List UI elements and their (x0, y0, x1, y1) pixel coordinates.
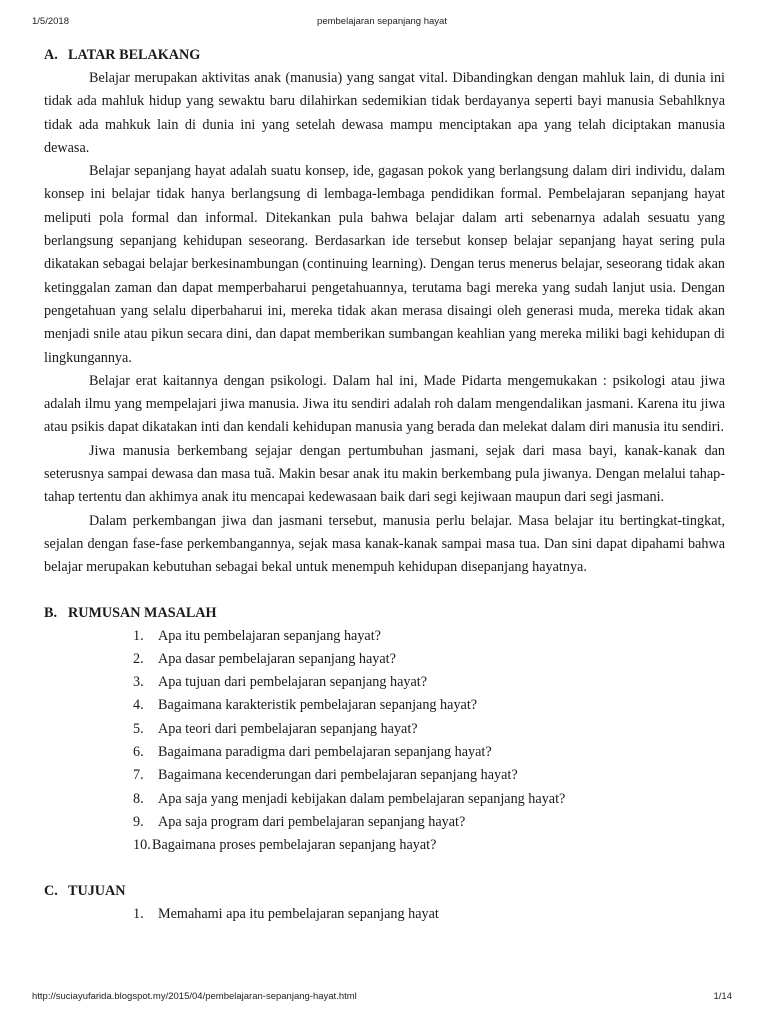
list-item-number: 1. (133, 905, 144, 922)
list-item (44, 648, 725, 671)
list-item-text: Apa dasar pembelajaran sepanjang hayat? (158, 650, 396, 667)
page-number: 1/14 (713, 991, 732, 1002)
paragraph-2: Belajar sepanjang hayat adalah suatu konsep, ide, gagasan pokok yang berlangsung dalam diri individu, dalam konsep ini belajar tidak hanya berlangsung di lembaga-lembaga pendidikan formal. Pembelajaran sepanjang hayat meliputi pola formal dan informal. Ditekankan pula bahwa belajar dalam arti sebenarnya adalah sesuatu yang berlangsung sepanjang kehidupan seseorang. Berdasarkan ide tersebut konsep belajar sepanjang hayat sering pula dikatakan sebagai belajar berkesinambungan (continuing learning). Dengan terus menerus belajar, seseorang tidak akan ketinggalan zaman dan dapat memperbaharui pengetahuannya, terutama bagi mereka yang sudah lanjut usia. Dengan pengetahuan yang selalu diperbaharui ini, mereka tidak akan merasa disaingi oleh generasi muda, mereka tidak akan menjadi snile atau pikun secara dini, dan dapat memberikan sumbangan keahlian yang mereka miliki bagi kehidupan di lingkungannya. (44, 163, 725, 366)
page-footer (32, 991, 732, 1005)
section-b-heading (44, 602, 725, 625)
list-item-text: Apa saja yang menjadi kebijakan dalam pembelajaran sepanjang hayat? (158, 790, 566, 807)
list-item-text: Apa saja program dari pembelajaran sepanjang hayat? (158, 813, 466, 830)
source-url[interactable]: http://suciayufarida.blogspot.my/2015/04/pembelajaran-sepanjang-hayat.html (32, 991, 357, 1002)
list-item-text: Apa itu pembelajaran sepanjang hayat? (158, 627, 381, 644)
list-item-text: Bagaimana kecenderungan dari pembelajaran sepanjang hayat? (158, 767, 518, 784)
list-item-number: 6. (133, 744, 144, 761)
list-item-text: Bagaimana paradigma dari pembelajaran sepanjang hayat? (158, 744, 492, 761)
page-header (32, 16, 732, 30)
section-b-title: RUMUSAN MASALAH (68, 604, 217, 621)
list-item-number: 1. (133, 627, 144, 644)
section-b-label: B. (44, 604, 58, 621)
section-c-heading (44, 880, 725, 903)
list-item-number: 4. (133, 697, 144, 714)
list-item-number: 7. (133, 767, 144, 784)
list-item-number: 3. (133, 674, 144, 691)
section-a-heading (44, 44, 725, 67)
list-item (44, 671, 725, 694)
list-item (44, 764, 725, 787)
list-item (44, 625, 725, 648)
list-item-text: Apa teori dari pembelajaran sepanjang hayat? (158, 720, 418, 737)
list-item-number: 8. (133, 790, 144, 807)
list-item-text: Bagaimana karakteristik pembelajaran sepanjang hayat? (158, 697, 478, 714)
paragraph-4: Jiwa manusia berkembang sejajar dengan pertumbuhan jasmani, sejak dari masa bayi, kanak-kanak dan seterusnya sampai dewasa dan masa tuã. Makin besar anak itu makin berkembang pula jiwanya. Dengan melalui tahap-tahap tertentu dan akhimya anak itu mencapai kedewasaan baik dari segi kejiwaan maupun dari segi jasmani. (44, 442, 725, 506)
print-date: 1/5/2018 (32, 16, 69, 27)
document-body (44, 44, 725, 926)
list-item (44, 788, 725, 811)
paragraph-5: Dalam perkembangan jiwa dan jasmani tersebut, manusia perlu belajar. Masa belajar itu bertingkat-tingkat, sejalan dengan fase-fase perkembangannya, sejak masa kanak-kanak sampai masa tua. Dan sini dapat dipahami bahwa belajar merupakan kebutuhan sebagai bekal untuk menempuh kehidupan disepanjang hayatnya. (44, 512, 725, 576)
problem-list (44, 625, 725, 858)
list-item (44, 811, 725, 834)
paragraph-3: Belajar erat kaitannya dengan psikologi. Dalam hal ini, Made Pidarta mengemukakan : psikologi atau jiwa adalah ilmu yang mempelajari jiwa manusia. Jiwa itu sendiri adalah roh dalam mengendalikan jasmani. Karena itu jiwa atau psikis dapat dikatakan inti dan kendali kehidupan manusia yang berada dan melekat dalam diri manusia itu sendiri. (44, 372, 725, 436)
list-item (44, 903, 725, 926)
list-item-text: Bagaimana proses pembelajaran sepanjang hayat? (152, 837, 437, 854)
objective-list (44, 903, 725, 926)
paragraph-1: Belajar merupakan aktivitas anak (manusia) yang sangat vital. Dibandingkan dengan mahluk lain, di dunia ini tidak ada mahluk hidup yang sewaktu baru dilahirkan sedemikian tidak berdayanya seperti bayi manusia Sebahlknya tidak ada mahkuk lain di dunia ini yang setelah dewasa mampu menciptakan apa yang telah diciptakan manusia dewasa. (44, 70, 725, 156)
section-a-title: LATAR BELAKANG (68, 47, 201, 63)
list-item (44, 834, 725, 857)
section-a-label: A. (44, 47, 58, 63)
section-c-label: C. (44, 882, 58, 899)
list-item (44, 694, 725, 717)
section-c-title: TUJUAN (68, 882, 126, 899)
page-title: pembelajaran sepanjang hayat (317, 16, 447, 27)
list-item-number: 2. (133, 650, 144, 667)
list-item-number: 9. (133, 813, 144, 830)
list-item-number: 5. (133, 720, 144, 737)
list-item (44, 718, 725, 741)
list-item-text: Apa tujuan dari pembelajaran sepanjang hayat? (158, 674, 428, 691)
list-item-number: 10. (133, 837, 151, 854)
list-item-text: Memahami apa itu pembelajaran sepanjang hayat (158, 905, 439, 922)
list-item (44, 741, 725, 764)
